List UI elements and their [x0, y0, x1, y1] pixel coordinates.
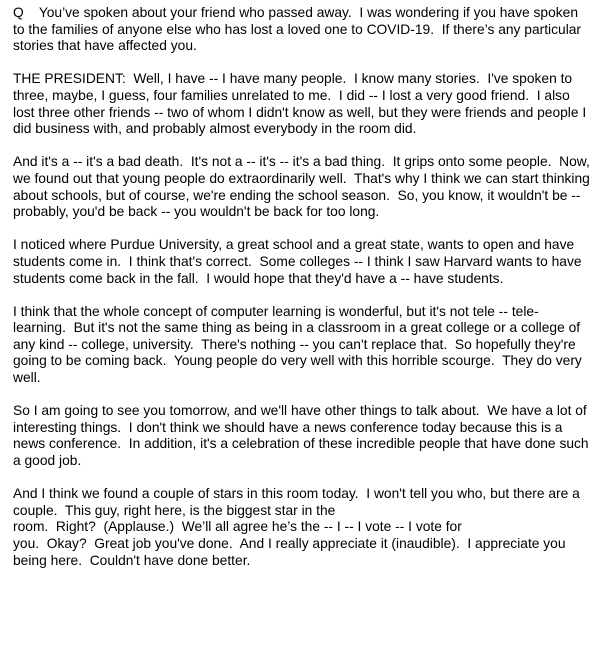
paragraph-answer-3: I noticed where Purdue University, a great school and a great state, wants to open and have students come in. I think that's correct. Some colleges -- I think I saw Harvard wants to have students come back in the fall. I would hope that they'd have a -- have students.: [13, 237, 586, 286]
paragraph-answer-1: THE PRESIDENT: Well, I have -- I have many people. I know many stories. I've spoken to three, maybe, I guess, four families unrelated to me. I did -- I lost a very good friend. I also lost three other friends -- two of whom I didn't know as well, but they were friends and people I did business with, and probably almost everybody in the room did.: [13, 71, 591, 137]
paragraph-answer-4: I think that the whole concept of computer learning is wonderful, but it's not tele -- tele-learning. But it's not the same thing as being in a classroom in a great college or a college of any kind -- college, university. There's nothing -- you can't replace that. So hopefully they're going to be coming back. Young people do very well with this horrible scourge. They do very well.: [13, 303, 586, 386]
paragraph-answer-6: And I think we found a couple of stars in this room today. I won't tell you who, but there are a couple. This guy, right here, is the biggest star in the room. Right? (Applause.) We’ll all agree he’s the -- I -- I vote -- I vote for you. Okay? Great job you've done. And I really appreciate it (inaudible). I appreciate you being here. Couldn't have done better.: [13, 486, 580, 568]
transcript-document: [13, 5, 594, 569]
paragraph-question: Q You’ve spoken about your friend who passed away. I was wondering if you have spoken to the families of anyone else who has lost a loved one to COVID-19. If there’s any particular stories that have affected you.: [13, 5, 585, 54]
paragraph-answer-2: And it's a -- it's a bad death. It's not a -- it's -- it's a bad thing. It grips onto some people. Now, we found out that young people do extraordinarily well. That's why I think we can start thinking about schools, but of course, we're ending the school season. So, you know, it wouldn't be -- probably, you'd be back -- you wouldn't be back for too long.: [13, 154, 594, 220]
paragraph-answer-5: So I am going to see you tomorrow, and we'll have other things to talk about. We have a lot of interesting things. I don't think we should have a news conference today because this is a news conference. In addition, it's a celebration of these incredible people that have done such a good job.: [13, 403, 593, 469]
